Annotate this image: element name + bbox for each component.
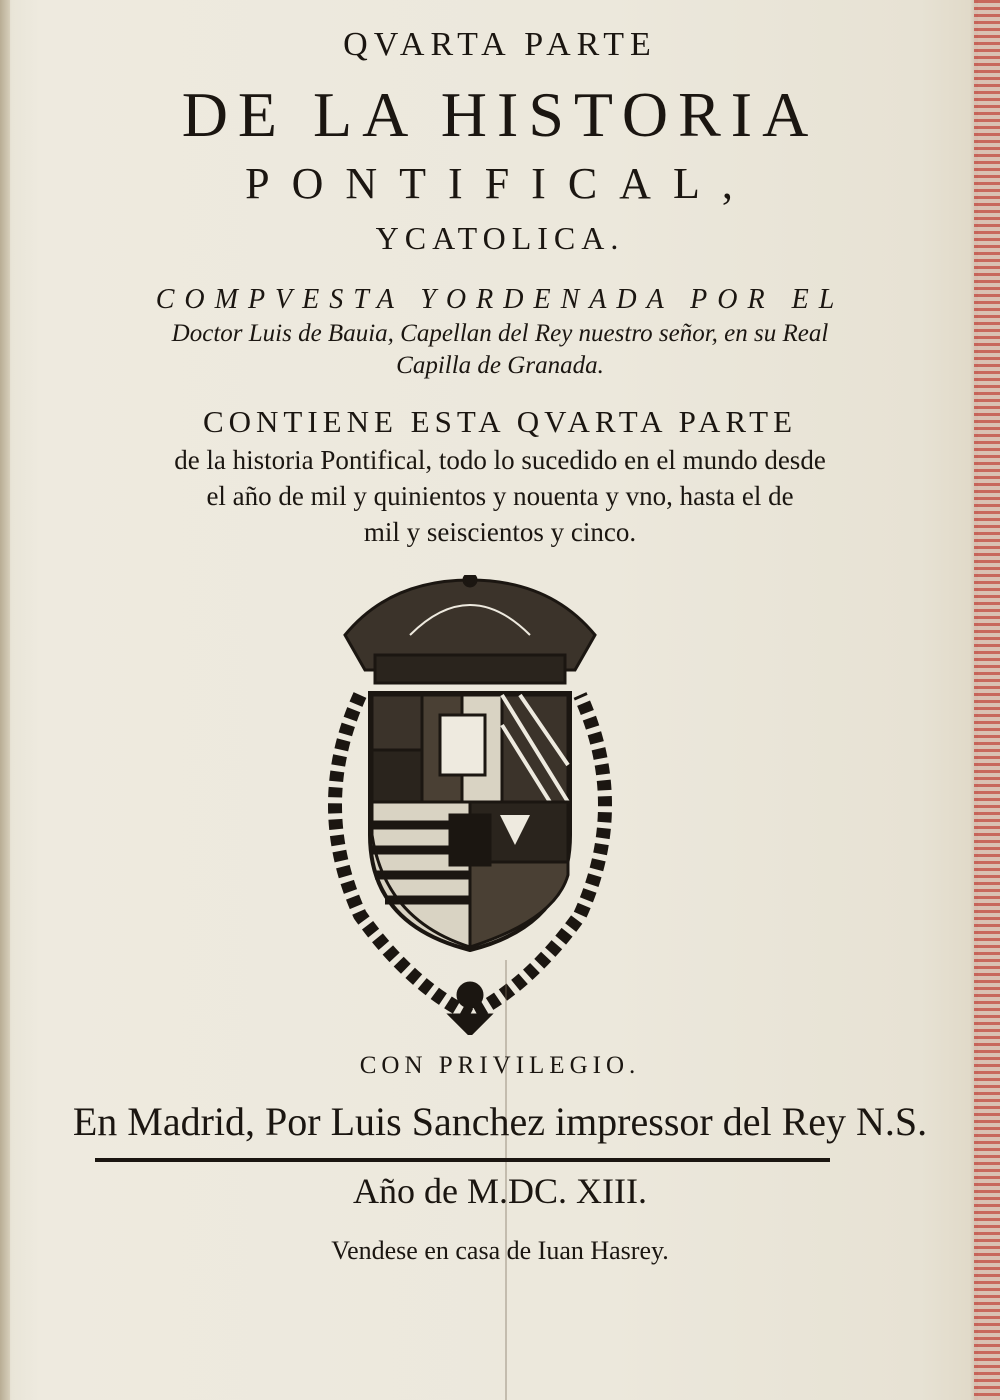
title-line-4: YCATOLICA. xyxy=(375,220,625,256)
year-line: Año de M.DC. XIII. xyxy=(353,1171,647,1211)
contents-line-3: mil y seiscientos y cinco. xyxy=(363,517,637,547)
imprint-line: En Madrid, Por Luis Sanchez impressor del Rey N.S. xyxy=(72,1099,928,1144)
royal-coat-of-arms-icon xyxy=(300,575,640,1035)
horizontal-rule xyxy=(95,1158,830,1162)
contents-line-2: el año de mil y quinientos y nouenta y vno, hasta el de xyxy=(206,481,794,511)
seller-line: Vendese en casa de Iuan Hasrey. xyxy=(331,1236,669,1265)
contents-heading: CONTIENE ESTA QVARTA PARTE xyxy=(202,404,798,439)
title-line-3: PONTIFICAL, xyxy=(245,159,755,208)
author-line-1: Doctor Luis de Bauia, Capellan del Rey nuestro señor, en su Real xyxy=(171,320,829,347)
author-heading: COMPVESTA YORDENADA POR EL xyxy=(155,284,845,315)
title-line-2: DE LA HISTORIA xyxy=(181,79,819,150)
title-line-1: QVARTA PARTE xyxy=(343,26,657,63)
privilege-line: CON PRIVILEGIO. xyxy=(359,1052,641,1079)
contents-line-1: de la historia Pontifical, todo lo sucedido en el mundo desde xyxy=(174,445,826,475)
author-line-2: Capilla de Granada. xyxy=(396,352,604,379)
